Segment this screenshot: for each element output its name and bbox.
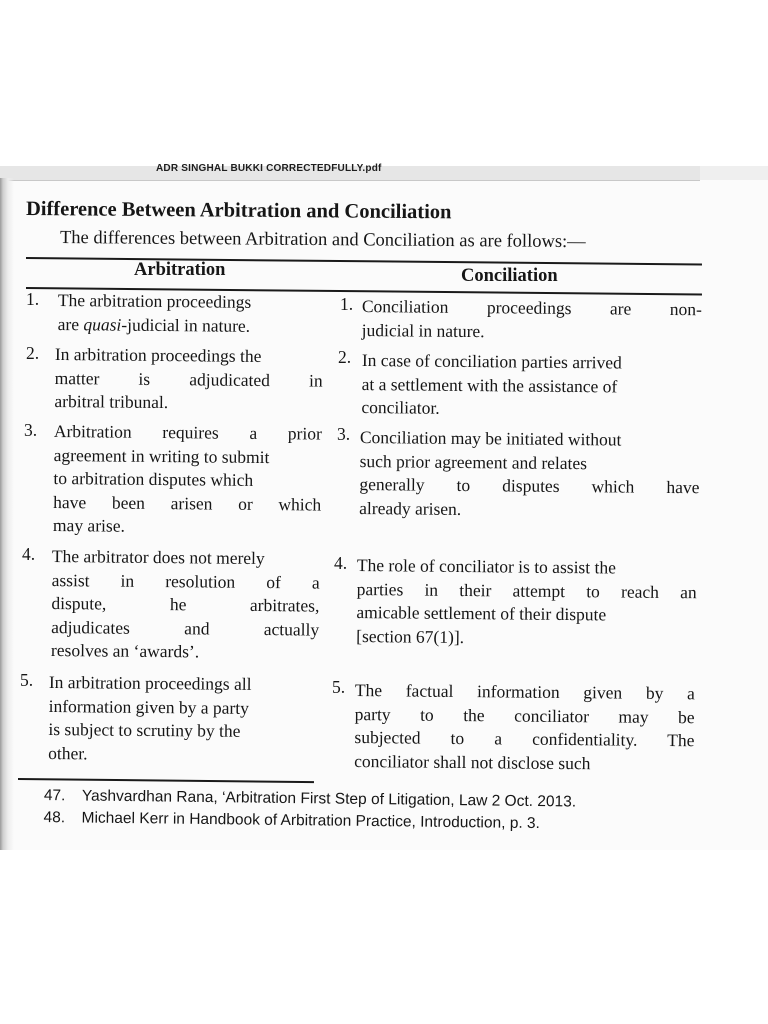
cell-line: to arbitration disputes which [53,467,254,490]
row-number-right: 4. [334,553,348,573]
footnote-text: Yashvardhan Rana, ‘Arbitration First Step of Litigation, Law 2 Oct. 2013. [81,787,577,811]
cell-line: is subject to scrutiny by the [48,718,241,741]
cell-line: Conciliation proceedings are non- [361,295,702,320]
row-number-right: 1. [340,294,354,314]
cell-line: The factual information given by a [354,679,695,704]
cell-line: at a settlement with the assistance of [361,373,618,396]
cell-line: assist in resolution of a [51,569,320,593]
cell-line: In arbitration proceedings the [54,343,262,366]
conciliation-cell [359,426,700,523]
cell-line: dispute, he arbitrates, [51,592,320,616]
arbitration-cell [54,343,323,416]
row-number-left: 4. [22,544,36,564]
footnotes [43,785,576,834]
footnote-number: 48. [43,808,66,826]
column-header-arbitration: Arbitration [134,260,226,280]
arbitration-cell [48,671,317,768]
intro-text: The differences between Arbitration and Conciliation as are follows:— [59,228,586,253]
row-number-right: 5. [332,677,346,697]
cell-line: [section 67(1)]. [356,625,465,647]
cell-line: In arbitration proceedings all [48,671,252,694]
conciliation-cell [354,679,695,776]
cell-line: other. [48,742,88,763]
cell-line: Arbitration requires a prior [53,420,322,444]
cell-line: adjudicates and actually [51,616,320,640]
cell-line: information given by a party [48,695,249,718]
cell-line: matter is adjudicated in [54,367,323,391]
cell-line: amicable settlement of their dispute [356,601,607,625]
row-number-left: 2. [26,343,40,363]
footnote-number: 47. [43,786,66,805]
cell-line: generally to disputes which have [359,473,700,498]
cell-line: such prior agreement and relates [359,450,588,473]
arbitration-cell [53,420,322,540]
cell-line: party to the conciliator may be [354,703,695,727]
conciliation-cell [362,295,702,345]
cell-line: are quasi-judicial in nature. [57,313,251,336]
footnote-text: Michael Kerr in Handbook of Arbitration Practice, Introduction, p. 3. [81,808,541,832]
row-number-left: 1. [26,289,40,309]
cell-line: The arbitrator does not merely [51,545,265,569]
cell-line: have been arisen or which [53,491,322,515]
cell-line: conciliator shall not disclose such [354,750,591,773]
cell-line: judicial in nature. [361,319,485,341]
row-number-right: 3. [337,424,351,444]
cell-line: The role of conciliator is to assist the [356,554,617,578]
cell-line: already arisen. [359,497,462,519]
column-header-conciliation: Conciliation [461,266,558,286]
cell-line: In case of conciliation parties arrived [361,349,622,373]
pdf-title-strip-end [700,166,768,180]
pdf-filename: ADR SINGHAL BUKKI CORRECTEDFULLY.pdf [156,163,382,174]
cell-line: agreement in writing to submit [53,444,270,467]
page-heading: Difference Between Arbitration and Conciliation [25,198,452,224]
cell-line: The arbitration proceedings [57,289,252,312]
cell-line: parties in their attempt to reach an [356,578,697,602]
row-number-left: 3. [24,420,38,440]
cell-line: Conciliation may be initiated without [359,426,622,450]
cell-line: subjected to a confidentiality. The [354,726,695,751]
row-number-right: 2. [338,347,352,367]
cell-line: resolves an ‘awards’. [50,639,200,662]
cell-line: arbitral tribunal. [54,390,169,413]
arbitration-cell [58,289,324,339]
page-edge-shadow [0,178,14,850]
arbitration-cell [51,545,320,665]
conciliation-cell [356,554,697,651]
cell-line: conciliator. [361,396,440,418]
conciliation-cell [361,349,702,423]
row-number-left: 5. [20,670,34,690]
cell-line: may arise. [52,514,126,536]
